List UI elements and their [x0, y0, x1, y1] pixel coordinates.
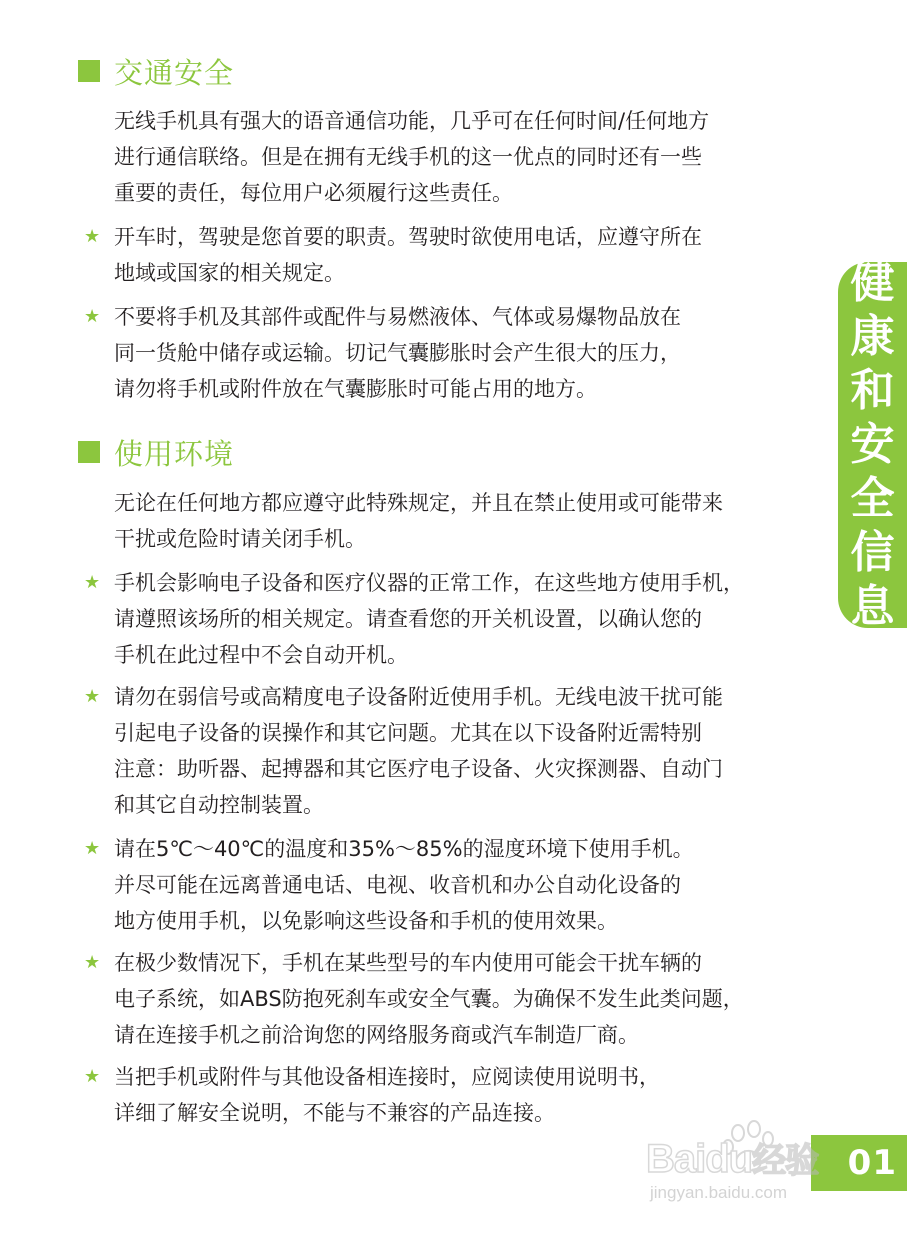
star-icon: ★: [84, 226, 101, 247]
star-icon: ★: [84, 838, 101, 859]
page-number: 01: [847, 1143, 897, 1183]
star-icon: ★: [84, 686, 101, 707]
baidu-watermark: [640, 1125, 870, 1210]
watermark-brand: Baidu经验: [646, 1137, 819, 1181]
watermark-url: jingyan.baidu.com: [650, 1183, 788, 1202]
square-bullet-icon: [78, 60, 100, 82]
side-tab-char: 和: [850, 365, 895, 416]
side-tab-char: 息: [850, 581, 895, 632]
star-icon: ★: [84, 572, 101, 593]
square-bullet-icon: [78, 441, 100, 463]
section-title-environment: [78, 432, 234, 472]
star-icon: ★: [84, 952, 101, 973]
side-tab-char: 信: [850, 527, 895, 578]
star-icon: ★: [84, 306, 101, 327]
side-tab-char: 全: [850, 473, 895, 524]
intro-paragraph: 无论在任何地方都应遵守此特殊规定，并且在禁止使用或可能带来 干扰或危险时请关闭手机。: [114, 491, 723, 551]
side-tab-char: 安: [850, 419, 895, 470]
intro-paragraph: 无线手机具有强大的语音通信功能，几乎可在任何时间/任何地方 进行通信联络。但是在拥有无线手机的这一优点的同时还有一些 重要的责任，每位用户必须履行这些责任。: [114, 109, 710, 205]
chapter-side-tab: [838, 257, 907, 632]
side-tab-char: 健: [850, 257, 895, 308]
section-title-text: 交通安全: [114, 55, 235, 90]
side-tab-char: 康: [850, 311, 895, 362]
section-title-traffic-safety: [78, 51, 234, 91]
star-icon: ★: [84, 1066, 101, 1087]
section-title-text: 使用环境: [114, 436, 235, 471]
